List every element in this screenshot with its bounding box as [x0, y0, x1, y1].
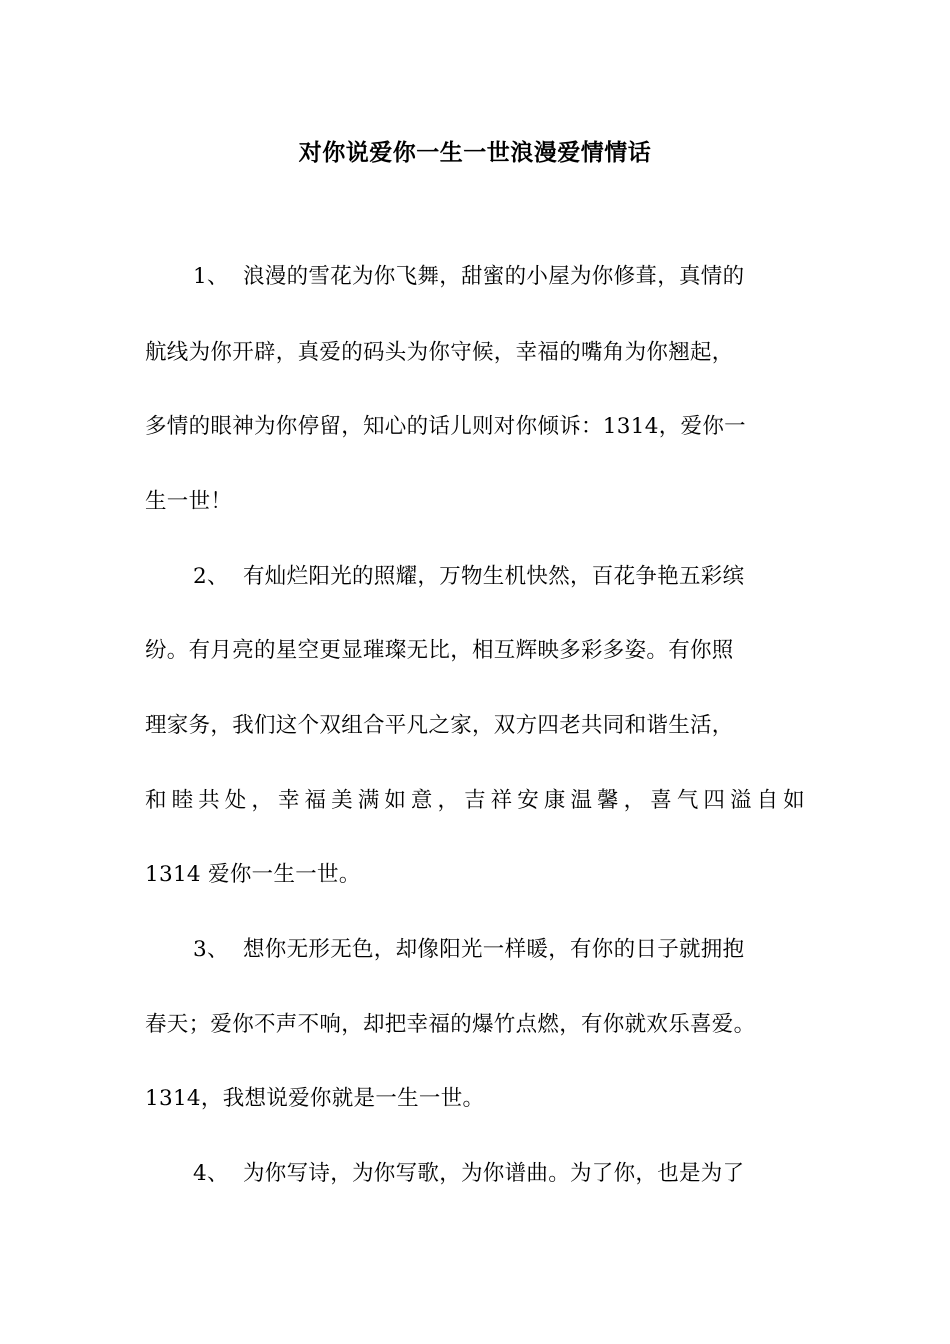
paragraph-text: 想你无形无色，却像阳光一样暖，有你的日子就拥抱 [243, 937, 745, 962]
paragraph-line: 1314 爱你一生一世。 [145, 862, 361, 887]
paragraph-line: 多情的眼神为你停留，知心的话儿则对你倾诉：1314，爱你一 [145, 414, 746, 439]
paragraph-text: 为你写诗，为你写歌，为你谱曲。为了你，也是为了 [243, 1161, 745, 1186]
paragraph-number: 1、 [193, 264, 229, 289]
paragraph-number: 3、 [193, 937, 229, 962]
paragraph-text: 有灿烂阳光的照耀，万物生机快然，百花争艳五彩缤 [243, 564, 745, 589]
paragraph-4-first-line [193, 1159, 744, 1189]
paragraph-1-first-line [193, 262, 744, 292]
paragraph-line: 理家务，我们这个双组合平凡之家，双方四老共同和谐生活， [145, 713, 734, 738]
paragraph-line: 航线为你开辟，真爱的码头为你守候，幸福的嘴角为你翘起， [145, 340, 734, 365]
paragraph-line: 1314，我想说爱你就是一生一世。 [145, 1086, 485, 1111]
paragraph-line: 春天；爱你不声不响，却把幸福的爆竹点燃，有你就欢乐喜爱。 [145, 1012, 756, 1037]
paragraph-line: 纷。有月亮的星空更显璀璨无比，相互辉映多彩多姿。有你照 [145, 638, 734, 663]
paragraph-number: 4、 [193, 1161, 229, 1186]
paragraph-2-first-line [193, 562, 744, 592]
document-title: 对你说爱你一生一世浪漫爱情情话 [298, 140, 652, 166]
paragraph-number: 2、 [193, 564, 229, 589]
paragraph-3-first-line [193, 935, 744, 965]
paragraph-line: 生一世！ [145, 489, 233, 514]
paragraph-line: 和睦共处，幸福美满如意，吉祥安康温馨，喜气四溢自如 [145, 788, 805, 813]
paragraph-text: 浪漫的雪花为你飞舞，甜蜜的小屋为你修葺，真情的 [243, 264, 745, 289]
